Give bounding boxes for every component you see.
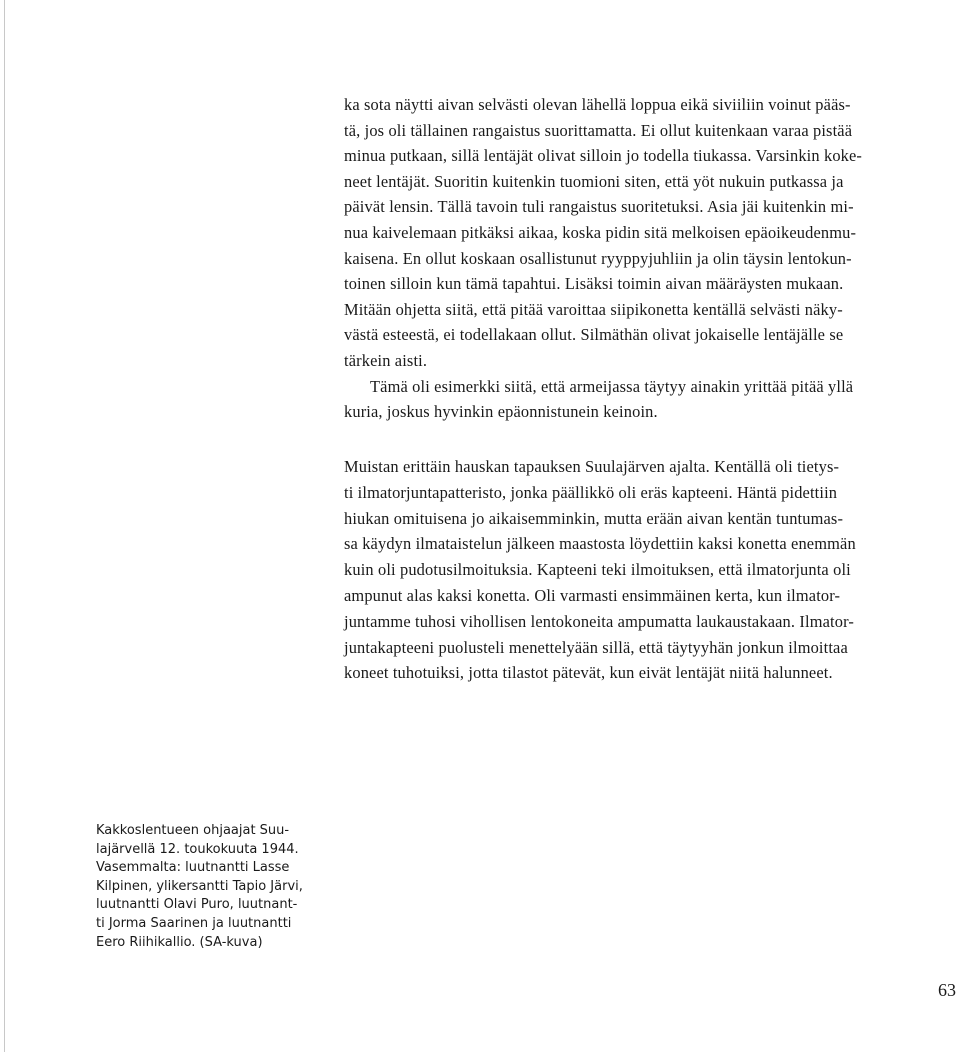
text-line: hiukan omituisena jo aikaisemminkin, mutta erään aivan kentän tuntumas- — [344, 508, 844, 528]
text-line: juntamme tuhosi vihollisen lentokoneita ampumatta laukaustakaan. Ilmator- — [344, 611, 854, 631]
text-line: neet lentäjät. Suoritin kuitenkin tuomioni siten, että yöt nukuin putkassa ja — [344, 171, 844, 191]
text-line: toinen silloin kun tämä tapahtui. Lisäksi toimin aivan määräysten mukaan. — [344, 274, 844, 294]
text-line: Muistan erittäin hauskan tapauksen Suulajärven ajalta. Kentällä oli tietys- — [344, 457, 840, 476]
text-line: kuria, joskus hyvinkin epäonnistunein keinoin. — [344, 402, 658, 422]
caption-line: Kakkoslentueen ohjaajat Suu- — [96, 823, 290, 838]
caption-line: luutnantti Olavi Puro, luutnant- — [96, 897, 298, 913]
page-number: 63 — [938, 980, 956, 1000]
text-line: ampunut alas kaksi konetta. Oli varmasti ensimmäinen kerta, kun ilmator- — [344, 585, 841, 605]
text-line: päivät lensin. Tällä tavoin tuli rangaistus suoritetuksi. Asia jäi kuitenkin mi- — [344, 197, 854, 217]
caption-line: ti Jorma Saarinen ja luutnantti — [96, 915, 292, 931]
caption-line: lajärvellä 12. toukokuuta 1944. — [96, 841, 299, 857]
text-line: kuin oli pudotusilmoituksia. Kapteeni teki ilmoituksen, että ilmatorjunta oli — [344, 560, 851, 580]
text-line: nua kaivelemaan pitkäksi aikaa, koska pidin sitä melkoisen epäoikeudenmu- — [344, 222, 857, 242]
text-line: juntakapteeni puolusteli menettelyään sillä, että täytyyhän jonkun ilmoittaa — [344, 637, 848, 657]
text-line: koneet tuhotuiksi, jotta tilastot pätevät, kun eivät lentäjät niitä halunneet. — [344, 663, 833, 683]
text-line: Mitään ohjetta siitä, että pitää varoittaa siipikonetta kentällä selvästi näky- — [344, 299, 843, 319]
text-line: sa käydyn ilmataistelun jälkeen maastosta löydettiin kaksi konetta enemmän — [344, 534, 856, 554]
text-line: ti ilmatorjuntapatteristo, jonka päällikkö oli eräs kapteeni. Häntä pidettiin — [344, 482, 838, 502]
page-left-edge-rule — [4, 0, 5, 1052]
text-line: ka sota näytti aivan selvästi olevan lähellä loppua eikä siviiliin voinut pääs- — [344, 95, 851, 114]
text-line: västä esteestä, ei todellakaan ollut. Silmäthän olivat jokaiselle lentäjälle se — [344, 325, 844, 345]
text-line-indented: Tämä oli esimerkki siitä, että armeijassa täytyy ainakin yrittää pitää yllä — [370, 376, 854, 396]
body-text-upper — [344, 92, 956, 425]
caption-line: Kilpinen, ylikersantti Tapio Järvi, — [96, 878, 303, 894]
caption-line: Eero Riihikallio. (SA-kuva) — [96, 934, 263, 950]
text-line: tä, jos oli tällainen rangaistus suorittamatta. Ei ollut kuitenkaan varaa pistää — [344, 120, 853, 140]
text-line: kaisena. En ollut koskaan osallistunut ryyppyjuhliin ja olin täysin lentokun- — [344, 248, 852, 268]
photo-caption — [96, 822, 326, 952]
caption-line: Vasemmalta: luutnantti Lasse — [96, 860, 290, 876]
body-text-lower — [344, 454, 956, 686]
text-line: minua putkaan, sillä lentäjät olivat silloin jo todella tiukassa. Varsinkin koke- — [344, 146, 863, 166]
text-line: tärkein aisti. — [344, 350, 428, 370]
